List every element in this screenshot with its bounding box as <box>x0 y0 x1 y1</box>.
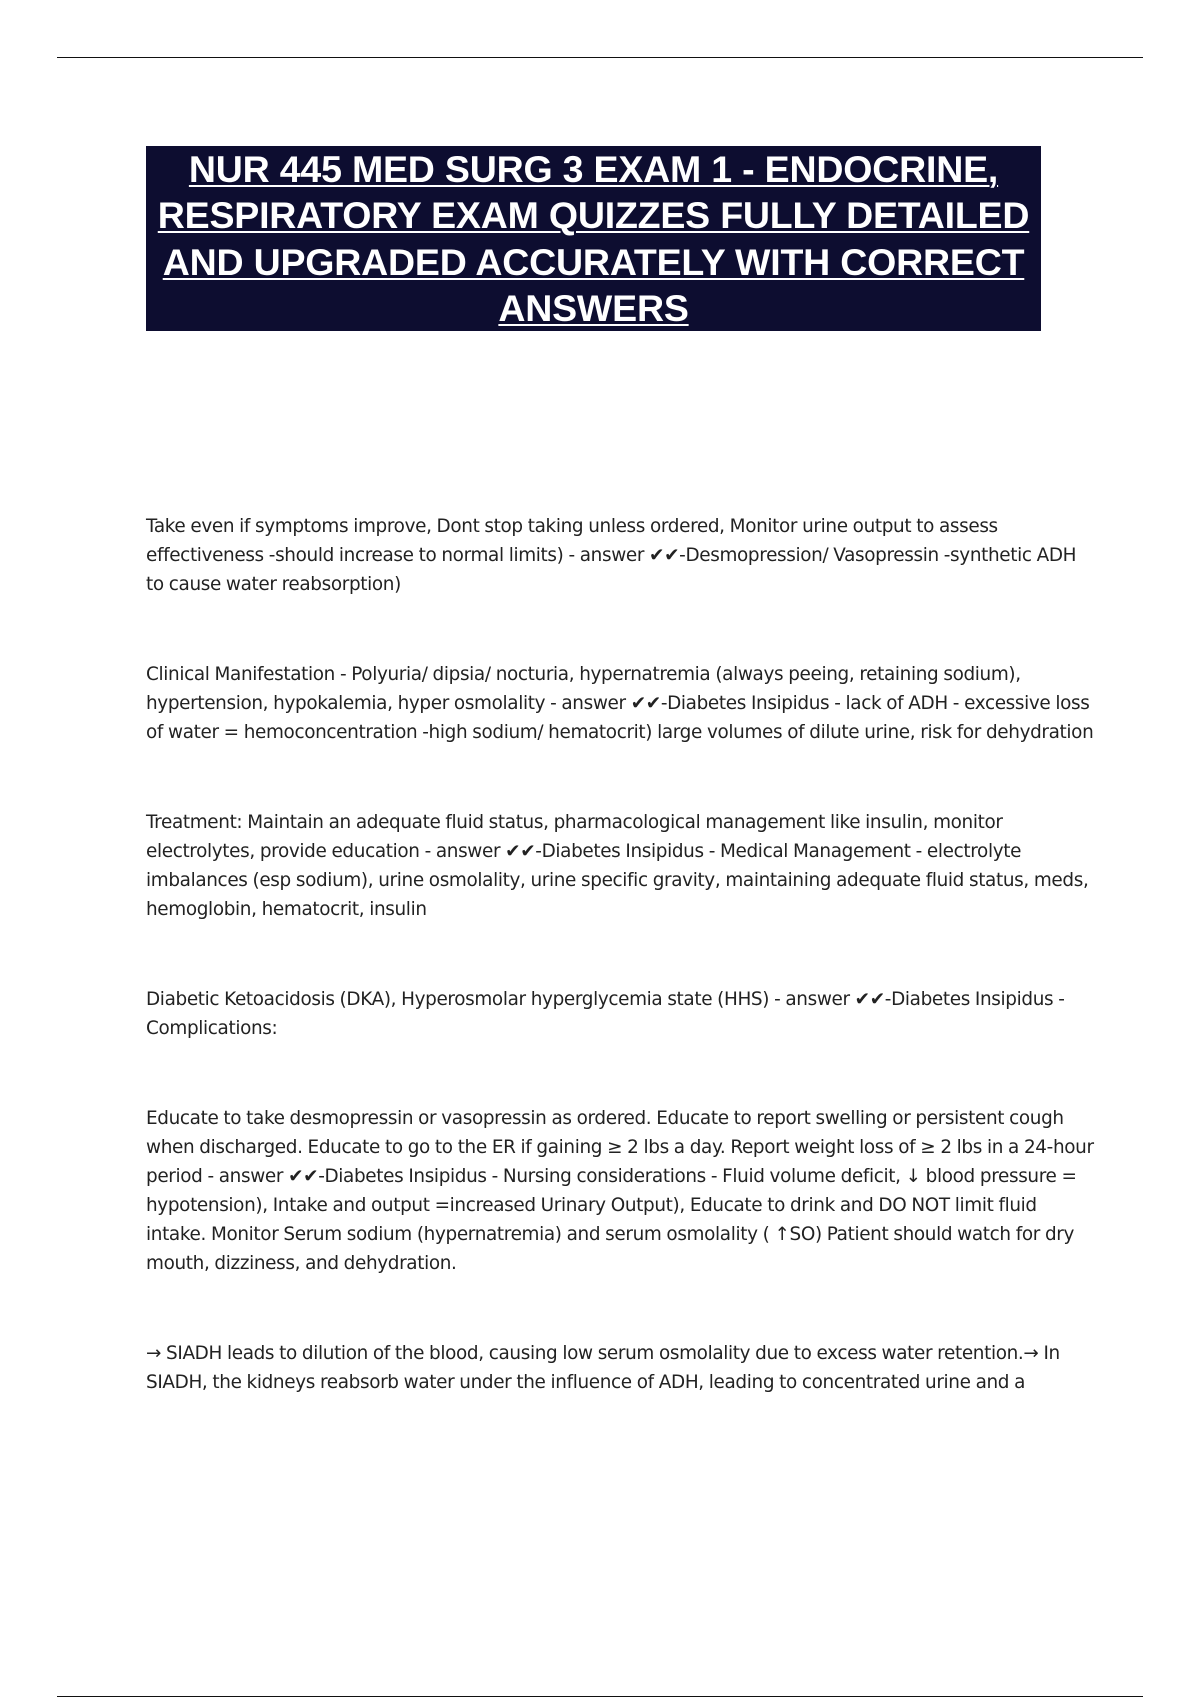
qa-entry-3: Treatment: Maintain an adequate fluid status, pharmacological management like insulin, monitor electrolytes, provide education - answer ✔✔-Diabetes Insipidus - Medical Management - electrolyte imbalances (esp sodium), urine osmolality, urine specific gravity, maintaining adequate fluid status, meds, hemoglobin, hematocrit, insulin <box>146 812 1089 920</box>
document-title: NUR 445 MED SURG 3 EXAM 1 - ENDOCRINE, RESPIRATORY EXAM QUIZZES FULLY DETAILED AND UPGRADED ACCURATELY WITH CORRECT ANSWERS <box>157 147 1030 329</box>
qa-entry-5: Educate to take desmopressin or vasopressin as ordered. Educate to report swelling or persistent cough when discharged. Educate to go to the ER if gaining ≥ 2 lbs a day. Report weight loss of ≥ 2 lbs in a 24-hour period - answer ✔✔-Diabetes Insipidus - Nursing considerations - Fluid volume deficit, ↓ blood pressure = hypotension), Intake and output =increased Urinary Output), Educate to drink and DO NOT limit fluid intake. Monitor Serum sodium (hypernatremia) and serum osmolality ( ↑SO) Patient should watch for dry mouth, dizziness, and dehydration. <box>146 1108 1094 1274</box>
document-body <box>146 512 1096 1458</box>
header-rule <box>57 57 1143 58</box>
qa-entry-6: → SIADH leads to dilution of the blood, causing low serum osmolality due to excess water retention.→ In SIADH, the kidneys reabsorb water under the influence of ADH, leading to concentrated urine and a <box>146 1343 1060 1393</box>
qa-entry-2: Clinical Manifestation - Polyuria/ dipsia/ nocturia, hypernatremia (always peeing, retaining sodium), hypertension, hypokalemia, hyper osmolality - answer ✔✔-Diabetes Insipidus - lack of ADH - excessive loss of water = hemoconcentration -high sodium/ hematocrit) large volumes of dilute urine, risk for dehydration <box>146 664 1094 743</box>
footer-rule <box>57 1696 1143 1697</box>
qa-entry-4: Diabetic Ketoacidosis (DKA), Hyperosmolar hyperglycemia state (HHS) - answer ✔✔-Diabetes Insipidus - Complications: <box>146 989 1065 1039</box>
title-banner <box>146 146 1041 331</box>
qa-entry-1: Take even if symptoms improve, Dont stop taking unless ordered, Monitor urine output to assess effectiveness -should increase to normal limits) - answer ✔✔-Desmopression/ Vasopressin -synthetic ADH to cause water reabsorption) <box>146 516 1077 595</box>
